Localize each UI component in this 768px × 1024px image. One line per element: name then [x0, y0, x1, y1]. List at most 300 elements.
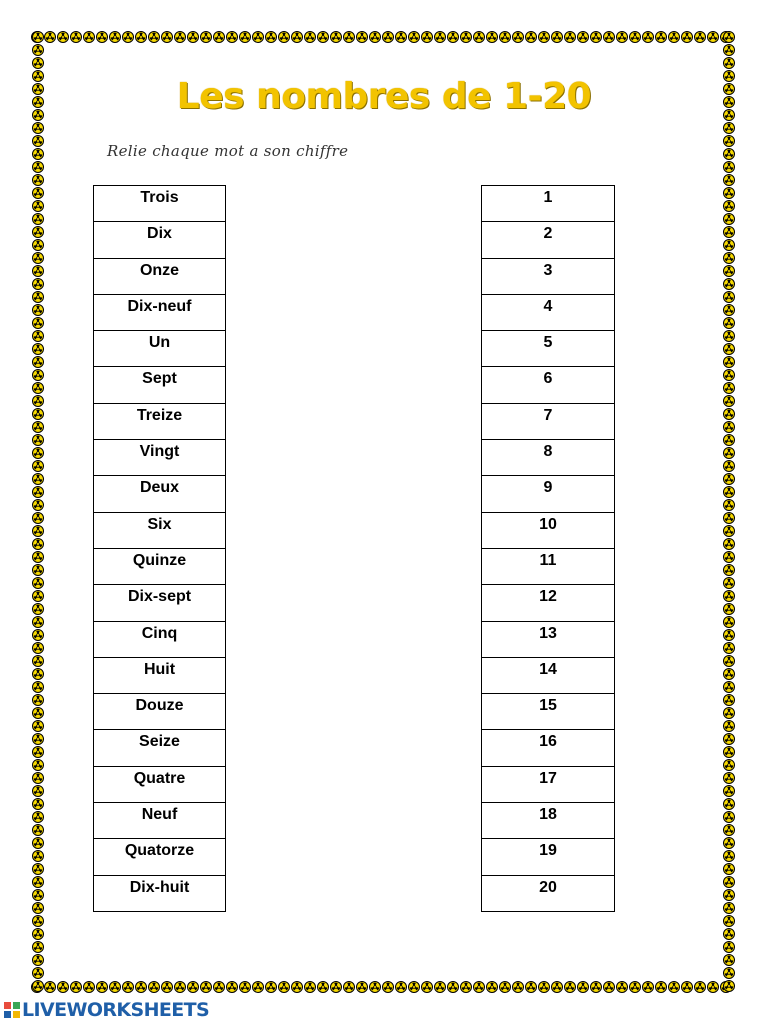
- radiation-hazard-icon: [32, 369, 44, 381]
- radiation-hazard-icon: [32, 564, 44, 576]
- number-row-cell: 17: [482, 766, 615, 802]
- radiation-hazard-icon: [161, 31, 173, 43]
- radiation-hazard-icon: [421, 31, 433, 43]
- number-row-cell: 15: [482, 694, 615, 730]
- radiation-hazard-icon: [447, 31, 459, 43]
- word-row-cell: Huit: [94, 657, 226, 693]
- number-row: [482, 548, 615, 584]
- number-row-cell: 20: [482, 875, 615, 911]
- radiation-hazard-icon: [32, 213, 44, 225]
- number-row-cell: 9: [482, 476, 615, 512]
- radiation-hazard-icon: [694, 31, 706, 43]
- radiation-hazard-icon: [723, 421, 735, 433]
- radiation-hazard-icon: [590, 31, 602, 43]
- radiation-hazard-icon: [83, 981, 95, 993]
- radiation-hazard-icon: [291, 31, 303, 43]
- radiation-hazard-icon: [32, 746, 44, 758]
- word-row-cell: Cinq: [94, 621, 226, 657]
- word-row: [94, 512, 226, 548]
- radiation-hazard-icon: [723, 57, 735, 69]
- word-row: [94, 585, 226, 621]
- radiation-hazard-icon: [421, 981, 433, 993]
- word-row-cell: Treize: [94, 403, 226, 439]
- radiation-hazard-icon: [57, 31, 69, 43]
- radiation-hazard-icon: [408, 981, 420, 993]
- page-border-right: [722, 30, 735, 993]
- radiation-hazard-icon: [723, 538, 735, 550]
- word-row-cell: Dix-neuf: [94, 294, 226, 330]
- worksheet-instruction: Relie chaque mot a son chiffre: [107, 142, 349, 160]
- radiation-hazard-icon: [723, 616, 735, 628]
- radiation-hazard-icon: [723, 408, 735, 420]
- radiation-hazard-icon: [32, 57, 44, 69]
- radiation-hazard-icon: [44, 981, 56, 993]
- radiation-hazard-icon: [135, 31, 147, 43]
- radiation-hazard-icon: [32, 577, 44, 589]
- radiation-hazard-icon: [343, 981, 355, 993]
- number-row: [482, 621, 615, 657]
- radiation-hazard-icon: [723, 785, 735, 797]
- radiation-hazard-icon: [723, 577, 735, 589]
- radiation-hazard-icon: [32, 239, 44, 251]
- word-row-cell: Quatorze: [94, 839, 226, 875]
- radiation-hazard-icon: [723, 824, 735, 836]
- radiation-hazard-icon: [109, 981, 121, 993]
- number-row: [482, 730, 615, 766]
- radiation-hazard-icon: [32, 551, 44, 563]
- word-row: [94, 839, 226, 875]
- word-row: [94, 440, 226, 476]
- word-row: [94, 694, 226, 730]
- radiation-hazard-icon: [32, 460, 44, 472]
- radiation-hazard-icon: [213, 31, 225, 43]
- word-row-cell: Seize: [94, 730, 226, 766]
- radiation-hazard-icon: [32, 798, 44, 810]
- number-row: [482, 258, 615, 294]
- radiation-hazard-icon: [723, 798, 735, 810]
- radiation-hazard-icon: [723, 278, 735, 290]
- radiation-hazard-icon: [434, 31, 446, 43]
- radiation-hazard-icon: [577, 31, 589, 43]
- page-border-top: [30, 30, 736, 43]
- radiation-hazard-icon: [32, 44, 44, 56]
- radiation-hazard-icon: [538, 981, 550, 993]
- word-row: [94, 367, 226, 403]
- number-row: [482, 331, 615, 367]
- radiation-hazard-icon: [291, 981, 303, 993]
- page-border-left: [31, 30, 44, 993]
- radiation-hazard-icon: [723, 213, 735, 225]
- radiation-hazard-icon: [723, 902, 735, 914]
- number-row: [482, 367, 615, 403]
- radiation-hazard-icon: [499, 981, 511, 993]
- radiation-hazard-icon: [551, 981, 563, 993]
- radiation-hazard-icon: [32, 330, 44, 342]
- word-row-cell: Trois: [94, 186, 226, 222]
- radiation-hazard-icon: [32, 122, 44, 134]
- number-row: [482, 766, 615, 802]
- radiation-hazard-icon: [32, 499, 44, 511]
- number-row-cell: 1: [482, 186, 615, 222]
- worksheet-title: Les nombres de 1-20: [176, 76, 592, 117]
- radiation-hazard-icon: [723, 291, 735, 303]
- radiation-hazard-icon: [32, 382, 44, 394]
- word-row: [94, 803, 226, 839]
- radiation-hazard-icon: [122, 31, 134, 43]
- number-column-table: [481, 185, 615, 912]
- word-row: [94, 403, 226, 439]
- radiation-hazard-icon: [32, 720, 44, 732]
- radiation-hazard-icon: [681, 981, 693, 993]
- number-row: [482, 222, 615, 258]
- radiation-hazard-icon: [723, 265, 735, 277]
- radiation-hazard-icon: [723, 811, 735, 823]
- number-row-cell: 4: [482, 294, 615, 330]
- radiation-hazard-icon: [32, 941, 44, 953]
- word-row-cell: Douze: [94, 694, 226, 730]
- radiation-hazard-icon: [723, 512, 735, 524]
- radiation-hazard-icon: [32, 616, 44, 628]
- radiation-hazard-icon: [512, 981, 524, 993]
- radiation-hazard-icon: [723, 954, 735, 966]
- radiation-hazard-icon: [356, 31, 368, 43]
- radiation-hazard-icon: [723, 382, 735, 394]
- word-row-cell: Six: [94, 512, 226, 548]
- radiation-hazard-icon: [226, 981, 238, 993]
- radiation-hazard-icon: [447, 981, 459, 993]
- radiation-hazard-icon: [70, 31, 82, 43]
- radiation-hazard-icon: [564, 981, 576, 993]
- number-row: [482, 803, 615, 839]
- radiation-hazard-icon: [32, 395, 44, 407]
- radiation-hazard-icon: [723, 694, 735, 706]
- radiation-hazard-icon: [32, 590, 44, 602]
- radiation-hazard-icon: [723, 252, 735, 264]
- radiation-hazard-icon: [44, 31, 56, 43]
- radiation-hazard-icon: [32, 629, 44, 641]
- radiation-hazard-icon: [723, 642, 735, 654]
- radiation-hazard-icon: [723, 473, 735, 485]
- radiation-hazard-icon: [239, 981, 251, 993]
- number-row: [482, 440, 615, 476]
- radiation-hazard-icon: [304, 31, 316, 43]
- radiation-hazard-icon: [723, 356, 735, 368]
- radiation-hazard-icon: [32, 837, 44, 849]
- word-row: [94, 186, 226, 222]
- radiation-hazard-icon: [213, 981, 225, 993]
- radiation-hazard-icon: [317, 31, 329, 43]
- number-row-cell: 6: [482, 367, 615, 403]
- radiation-hazard-icon: [174, 31, 186, 43]
- radiation-hazard-icon: [32, 343, 44, 355]
- radiation-hazard-icon: [252, 981, 264, 993]
- radiation-hazard-icon: [278, 31, 290, 43]
- radiation-hazard-icon: [32, 252, 44, 264]
- radiation-hazard-icon: [525, 31, 537, 43]
- radiation-hazard-icon: [32, 187, 44, 199]
- radiation-hazard-icon: [460, 31, 472, 43]
- radiation-hazard-icon: [694, 981, 706, 993]
- word-row-cell: Vingt: [94, 440, 226, 476]
- radiation-hazard-icon: [32, 291, 44, 303]
- radiation-hazard-icon: [655, 981, 667, 993]
- number-row-cell: 3: [482, 258, 615, 294]
- radiation-hazard-icon: [723, 486, 735, 498]
- radiation-hazard-icon: [723, 733, 735, 745]
- radiation-hazard-icon: [148, 31, 160, 43]
- radiation-hazard-icon: [473, 981, 485, 993]
- word-row: [94, 621, 226, 657]
- word-row-cell: Onze: [94, 258, 226, 294]
- radiation-hazard-icon: [681, 31, 693, 43]
- radiation-hazard-icon: [723, 850, 735, 862]
- radiation-hazard-icon: [32, 863, 44, 875]
- radiation-hazard-icon: [473, 31, 485, 43]
- number-row-cell: 14: [482, 657, 615, 693]
- number-row: [482, 585, 615, 621]
- radiation-hazard-icon: [723, 330, 735, 342]
- radiation-hazard-icon: [538, 31, 550, 43]
- radiation-hazard-icon: [187, 31, 199, 43]
- radiation-hazard-icon: [32, 434, 44, 446]
- radiation-hazard-icon: [32, 278, 44, 290]
- radiation-hazard-icon: [32, 538, 44, 550]
- radiation-hazard-icon: [668, 31, 680, 43]
- number-row: [482, 512, 615, 548]
- number-row-cell: 8: [482, 440, 615, 476]
- radiation-hazard-icon: [525, 981, 537, 993]
- radiation-hazard-icon: [32, 915, 44, 927]
- radiation-hazard-icon: [32, 876, 44, 888]
- radiation-hazard-icon: [226, 31, 238, 43]
- radiation-hazard-icon: [32, 512, 44, 524]
- radiation-hazard-icon: [32, 486, 44, 498]
- radiation-hazard-icon: [32, 525, 44, 537]
- radiation-hazard-icon: [32, 824, 44, 836]
- radiation-hazard-icon: [83, 31, 95, 43]
- word-row-cell: Sept: [94, 367, 226, 403]
- number-row-cell: 7: [482, 403, 615, 439]
- radiation-hazard-icon: [187, 981, 199, 993]
- number-row-cell: 11: [482, 548, 615, 584]
- radiation-hazard-icon: [32, 655, 44, 667]
- radiation-hazard-icon: [32, 174, 44, 186]
- page-border-bottom: [30, 980, 736, 993]
- radiation-hazard-icon: [723, 980, 735, 992]
- radiation-hazard-icon: [239, 31, 251, 43]
- word-row: [94, 258, 226, 294]
- radiation-hazard-icon: [200, 31, 212, 43]
- number-row: [482, 186, 615, 222]
- radiation-hazard-icon: [122, 981, 134, 993]
- radiation-hazard-icon: [369, 981, 381, 993]
- radiation-hazard-icon: [723, 746, 735, 758]
- radiation-hazard-icon: [616, 981, 628, 993]
- radiation-hazard-icon: [723, 590, 735, 602]
- radiation-hazard-icon: [723, 551, 735, 563]
- radiation-hazard-icon: [723, 148, 735, 160]
- word-row: [94, 222, 226, 258]
- radiation-hazard-icon: [723, 629, 735, 641]
- radiation-hazard-icon: [265, 981, 277, 993]
- number-row-cell: 2: [482, 222, 615, 258]
- word-row-cell: Dix-huit: [94, 875, 226, 911]
- radiation-hazard-icon: [512, 31, 524, 43]
- radiation-hazard-icon: [32, 668, 44, 680]
- number-row: [482, 657, 615, 693]
- radiation-hazard-icon: [723, 759, 735, 771]
- radiation-hazard-icon: [707, 981, 719, 993]
- number-row: [482, 476, 615, 512]
- radiation-hazard-icon: [499, 31, 511, 43]
- radiation-hazard-icon: [723, 837, 735, 849]
- radiation-hazard-icon: [32, 317, 44, 329]
- radiation-hazard-icon: [723, 681, 735, 693]
- number-row-cell: 18: [482, 803, 615, 839]
- radiation-hazard-icon: [32, 356, 44, 368]
- radiation-hazard-icon: [304, 981, 316, 993]
- radiation-hazard-icon: [32, 980, 44, 992]
- number-row-cell: 16: [482, 730, 615, 766]
- number-row-cell: 12: [482, 585, 615, 621]
- radiation-hazard-icon: [32, 304, 44, 316]
- radiation-hazard-icon: [32, 265, 44, 277]
- radiation-hazard-icon: [32, 135, 44, 147]
- word-row: [94, 766, 226, 802]
- radiation-hazard-icon: [32, 694, 44, 706]
- word-row-cell: Un: [94, 331, 226, 367]
- radiation-hazard-icon: [723, 564, 735, 576]
- radiation-hazard-icon: [32, 850, 44, 862]
- radiation-hazard-icon: [551, 31, 563, 43]
- radiation-hazard-icon: [32, 772, 44, 784]
- radiation-hazard-icon: [723, 525, 735, 537]
- radiation-hazard-icon: [723, 369, 735, 381]
- radiation-hazard-icon: [32, 759, 44, 771]
- radiation-hazard-icon: [382, 31, 394, 43]
- number-row-cell: 13: [482, 621, 615, 657]
- radiation-hazard-icon: [32, 902, 44, 914]
- radiation-hazard-icon: [96, 981, 108, 993]
- radiation-hazard-icon: [723, 967, 735, 979]
- radiation-hazard-icon: [395, 31, 407, 43]
- radiation-hazard-icon: [629, 31, 641, 43]
- radiation-hazard-icon: [723, 317, 735, 329]
- radiation-hazard-icon: [723, 863, 735, 875]
- radiation-hazard-icon: [57, 981, 69, 993]
- radiation-hazard-icon: [723, 772, 735, 784]
- radiation-hazard-icon: [148, 981, 160, 993]
- liveworksheets-logo: [4, 998, 209, 1022]
- radiation-hazard-icon: [343, 31, 355, 43]
- radiation-hazard-icon: [590, 981, 602, 993]
- radiation-hazard-icon: [723, 928, 735, 940]
- radiation-hazard-icon: [564, 31, 576, 43]
- radiation-hazard-icon: [161, 981, 173, 993]
- radiation-hazard-icon: [32, 408, 44, 420]
- radiation-hazard-icon: [723, 720, 735, 732]
- radiation-hazard-icon: [460, 981, 472, 993]
- number-row-cell: 5: [482, 331, 615, 367]
- radiation-hazard-icon: [642, 981, 654, 993]
- word-row: [94, 294, 226, 330]
- word-row: [94, 476, 226, 512]
- radiation-hazard-icon: [32, 31, 44, 43]
- liveworksheets-grid-icon: [4, 1002, 20, 1018]
- radiation-hazard-icon: [723, 135, 735, 147]
- radiation-hazard-icon: [32, 603, 44, 615]
- word-row-cell: Quinze: [94, 548, 226, 584]
- radiation-hazard-icon: [723, 122, 735, 134]
- radiation-hazard-icon: [723, 889, 735, 901]
- footer-brand: LIVEWORKSHEETS: [22, 999, 210, 1021]
- radiation-hazard-icon: [655, 31, 667, 43]
- radiation-hazard-icon: [629, 981, 641, 993]
- radiation-hazard-icon: [723, 187, 735, 199]
- radiation-hazard-icon: [486, 981, 498, 993]
- word-row: [94, 657, 226, 693]
- number-row: [482, 694, 615, 730]
- radiation-hazard-icon: [707, 31, 719, 43]
- radiation-hazard-icon: [668, 981, 680, 993]
- radiation-hazard-icon: [317, 981, 329, 993]
- radiation-hazard-icon: [32, 473, 44, 485]
- radiation-hazard-icon: [32, 733, 44, 745]
- radiation-hazard-icon: [723, 226, 735, 238]
- radiation-hazard-icon: [434, 981, 446, 993]
- radiation-hazard-icon: [32, 707, 44, 719]
- radiation-hazard-icon: [32, 785, 44, 797]
- number-row-cell: 19: [482, 839, 615, 875]
- radiation-hazard-icon: [109, 31, 121, 43]
- radiation-hazard-icon: [723, 499, 735, 511]
- radiation-hazard-icon: [330, 31, 342, 43]
- radiation-hazard-icon: [723, 655, 735, 667]
- radiation-hazard-icon: [32, 889, 44, 901]
- radiation-hazard-icon: [723, 395, 735, 407]
- radiation-hazard-icon: [32, 681, 44, 693]
- radiation-hazard-icon: [723, 239, 735, 251]
- radiation-hazard-icon: [395, 981, 407, 993]
- radiation-hazard-icon: [616, 31, 628, 43]
- word-column-table: [93, 185, 226, 912]
- radiation-hazard-icon: [723, 603, 735, 615]
- number-row-cell: 10: [482, 512, 615, 548]
- radiation-hazard-icon: [174, 981, 186, 993]
- radiation-hazard-icon: [96, 31, 108, 43]
- word-row-cell: Quatre: [94, 766, 226, 802]
- radiation-hazard-icon: [723, 460, 735, 472]
- radiation-hazard-icon: [723, 343, 735, 355]
- radiation-hazard-icon: [278, 981, 290, 993]
- radiation-hazard-icon: [603, 31, 615, 43]
- radiation-hazard-icon: [408, 31, 420, 43]
- radiation-hazard-icon: [32, 421, 44, 433]
- radiation-hazard-icon: [32, 954, 44, 966]
- radiation-hazard-icon: [723, 434, 735, 446]
- radiation-hazard-icon: [32, 226, 44, 238]
- word-row-cell: Deux: [94, 476, 226, 512]
- radiation-hazard-icon: [723, 707, 735, 719]
- radiation-hazard-icon: [32, 811, 44, 823]
- radiation-hazard-icon: [723, 161, 735, 173]
- radiation-hazard-icon: [723, 31, 735, 43]
- radiation-hazard-icon: [642, 31, 654, 43]
- radiation-hazard-icon: [382, 981, 394, 993]
- number-row: [482, 875, 615, 911]
- radiation-hazard-icon: [723, 915, 735, 927]
- radiation-hazard-icon: [200, 981, 212, 993]
